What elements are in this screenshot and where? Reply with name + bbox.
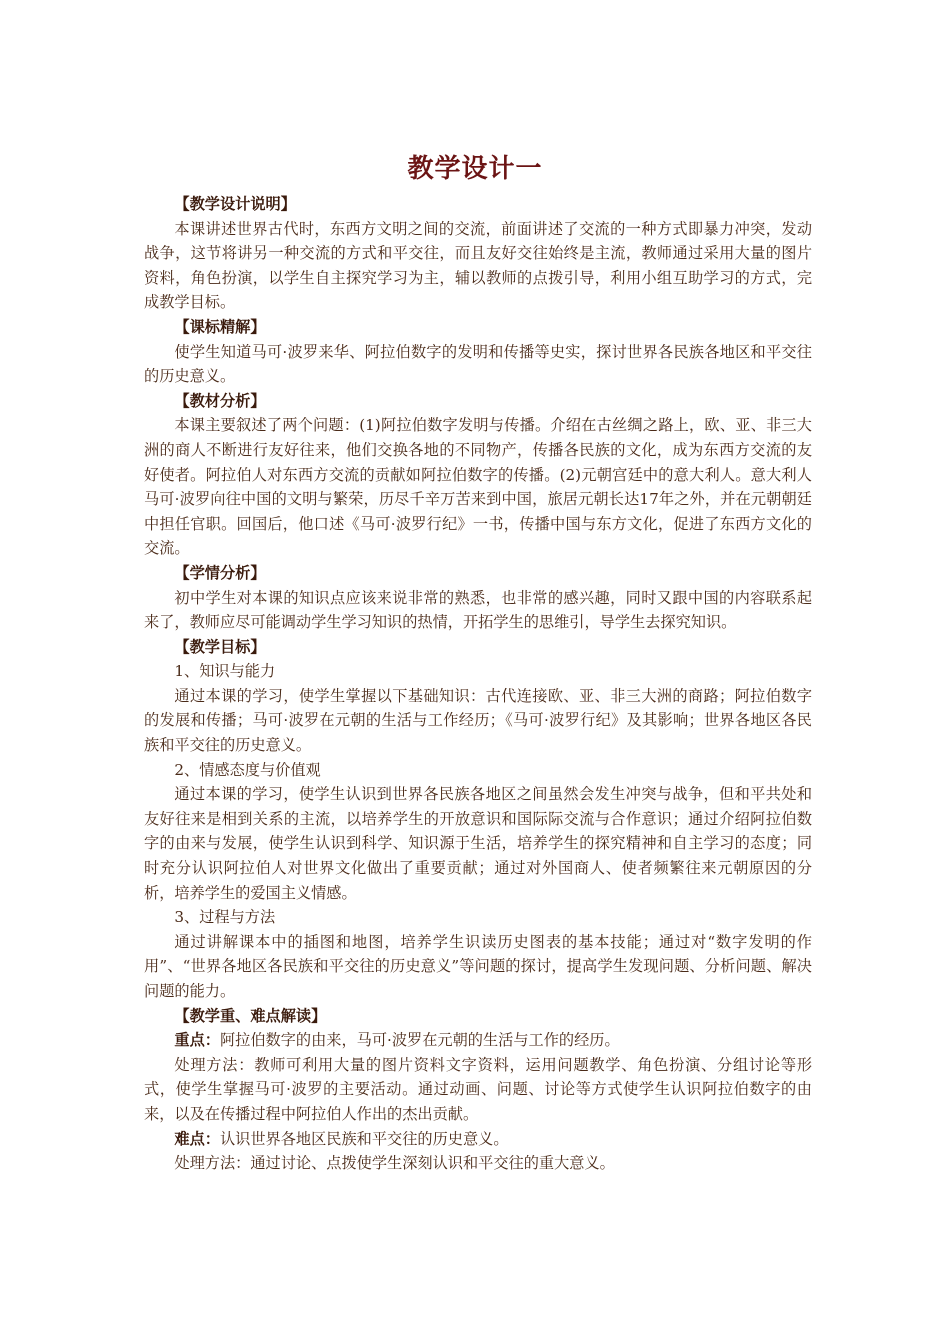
paragraph-textbook: 本课主要叙述了两个问题：(1)阿拉伯数字发明与传播。介绍在古丝绸之路上，欧、亚、非三大洲的商人不断进行友好往来，他们交换各地的不同物产，传播各民族的文化，成为东西方交流的友好使者。阿拉伯人对东西方交流的贡献如阿拉伯数字的传播。(2)元朝宫廷中的意大利人。意大利人马可·波罗向往中国的文明与繁荣，历尽千辛万苦来到中国，旅居元朝长达17年之外，并在元朝朝廷中担任官职。回国后，他口述《马可·波罗行纪》一书，传播中国与东方文化，促进了东西方文化的交流。 [144,416,812,558]
paragraph-curriculum: 使学生知道马可·波罗来华、阿拉伯数字的发明和传播等史实，探讨世界各民族各地区和平交往的历史意义。 [144,342,812,386]
document-body [144,192,812,1176]
section-heading-design-note: 【教学设计说明】 [174,195,296,213]
section-heading-textbook: 【教材分析】 [174,391,266,410]
paragraph-design-note: 本课讲述世界古代时，东西方文明之间的交流，前面讲述了交流的一种方式即暴力冲突，发动战争，这节将讲另一种交流的方式和平交往，而且友好交往始终是主流，教师通过采用大量的图片资料，角色扮演，以学生自主探究学习为主，辅以教师的点拨引导，利用小组互助学习的方式，完成教学目标。 [144,219,812,312]
keypoint-line [144,1028,812,1053]
goal-item-title-2: 2、情感态度与价值观 [174,760,321,779]
goal-item-text-1: 通过本课的学习，使学生掌握以下基础知识：古代连接欧、亚、非三大洲的商路；阿拉伯数字的发展和传播；马可·波罗在元朝的生活与工作经历；《马可·波罗行纪》及其影响；世界各地区各民族和平交往的历史意义。 [144,686,812,755]
keypoint-text: 阿拉伯数字的由来，马可·波罗在元朝的生活与工作的经历。 [219,1031,620,1050]
goal-item-title-3: 3、过程与方法 [174,908,276,927]
section-heading-students: 【学情分析】 [174,563,266,582]
keypoint-label: 重点： [174,1031,220,1050]
keypoint-method: 处理方法：教师可利用大量的图片资料文字资料，运用问题教学、角色扮演、分组讨论等形式，使学生掌握马可·波罗的主要活动。通过动画、问题、讨论等方式使学生认识阿拉伯数字的由来，以及在传播过程中阿拉伯人作出的杰出贡献。 [144,1055,812,1123]
section-heading-curriculum: 【课标精解】 [174,317,266,336]
difficulty-label: 难点： [174,1129,220,1148]
difficulty-line [144,1127,812,1152]
page-title: 教学设计一 [407,154,543,184]
goal-item-title-1: 1、知识与能力 [174,662,276,681]
paragraph-students: 初中学生对本课的知识点应该来说非常的熟悉，也非常的感兴趣，同时又跟中国的内容联系起来了，教师应尽可能调动学生学习知识的热情，开拓学生的思维引，导学生去探究知识。 [144,588,812,632]
section-heading-goals: 【教学目标】 [174,637,266,656]
difficulty-method: 处理方法：通过讨论、点拨使学生深刻认识和平交往的重大意义。 [174,1154,615,1173]
goal-item-text-2: 通过本课的学习，使学生认识到世界各民族各地区之间虽然会发生冲突与战争，但和平共处和友好往来是相到关系的主流，以培养学生的开放意识和国际际交流与合作意识；通过介绍阿拉伯数字的由来与发展，使学生认识到科学、知识源于生活，培养学生的探究精神和自主学习的态度；同时充分认识阿拉伯人对世界文化做出了重要贡献；通过对外国商人、使者频繁往来元朝原因的分析，培养学生的爱国主义情感。 [144,785,812,902]
section-heading-keypoints: 【教学重、难点解读】 [174,1006,327,1025]
difficulty-text: 认识世界各地区民族和平交往的历史意义。 [219,1129,509,1148]
goal-item-text-3: 通过讲解课本中的插图和地图，培养学生识读历史图表的基本技能；通过对“数字发明的作用”、“世界各地区各民族和平交往的历史意义”等问题的探讨，提高学生发现问题、分析问题、解决问题的能力。 [144,932,812,1000]
